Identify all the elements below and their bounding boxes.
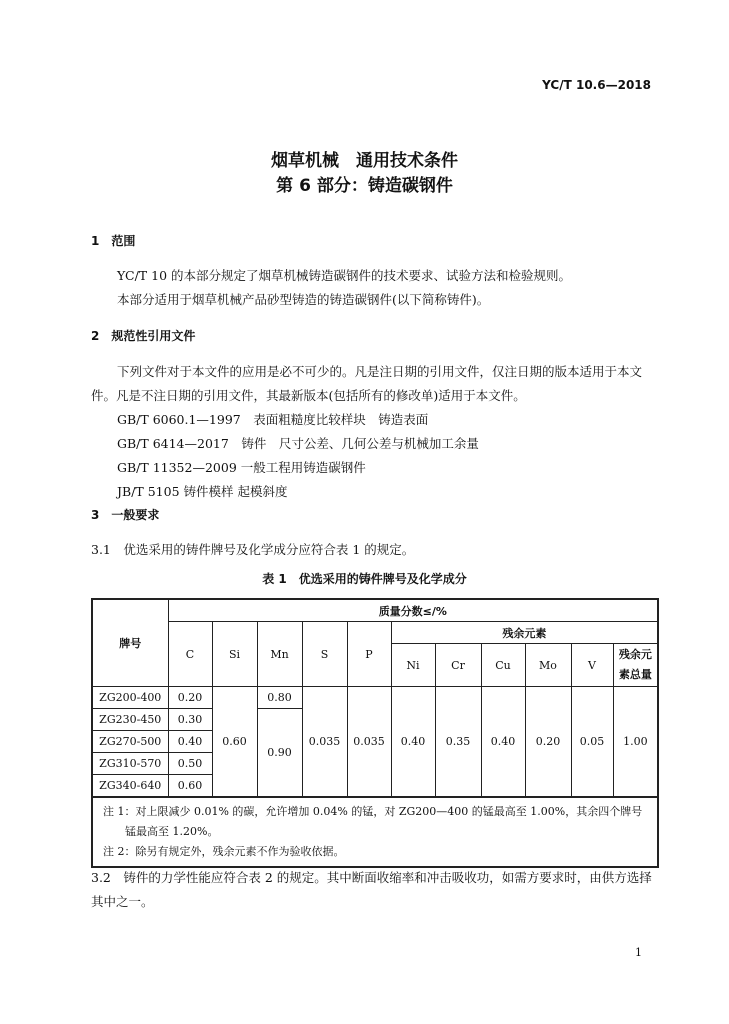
table-caption: 表 1 优选采用的铸件牌号及化学成分 (262, 572, 467, 586)
c-cell: 0.50 (168, 753, 212, 775)
c-cell: 0.30 (168, 709, 212, 731)
cu-cell: 0.40 (481, 687, 525, 798)
v-cell: 0.05 (571, 687, 613, 798)
header-cr: Cr (435, 644, 481, 687)
title-line1: 烟草机械 通用技术条件 (271, 151, 458, 171)
section-1-heading: 1 范围 (91, 234, 136, 248)
grade-cell: ZG340-640 (92, 775, 168, 798)
header-mn: Mn (257, 622, 302, 687)
c-cell: 0.40 (168, 731, 212, 753)
c-cell: 0.20 (168, 687, 212, 709)
si-cell: 0.60 (212, 687, 257, 798)
s32-line2: 其中之一。 (91, 894, 154, 909)
header-c: C (168, 622, 212, 687)
c-cell: 0.60 (168, 775, 212, 798)
s2-para1b: 件。凡是不注日期的引用文件，其最新版本(包括所有的修改单)适用于本文件。 (91, 388, 526, 403)
composition-table (91, 598, 659, 868)
reference-item: GB/T 11352—2009 一般工程用铸造碳钢件 (117, 460, 366, 475)
reference-item: JB/T 5105 铸件模样 起模斜度 (117, 484, 288, 499)
mn-cell: 0.90 (257, 709, 302, 798)
s2-para1a: 下列文件对于本文件的应用是必不可少的。凡是注日期的引用文件，仅注日期的版本适用于本文 (117, 364, 643, 379)
grade-cell: ZG230-450 (92, 709, 168, 731)
grade-cell: ZG310-570 (92, 753, 168, 775)
table-note-1: 注 1：对上限减少 0.01% 的碳，允许增加 0.04% 的锰，对 ZG200—400 的锰最高至 1.00%，其余四个牌号锰最高至 1.20%。 (103, 805, 643, 838)
table-note-2: 注 2：除另有规定外，残余元素不作为验收依据。 (103, 845, 345, 858)
header-mass: 质量分数≤/% (168, 599, 658, 622)
header-ni: Ni (391, 644, 435, 687)
grade-cell: ZG270-500 (92, 731, 168, 753)
table-row (92, 687, 658, 709)
reference-item: GB/T 6414—2017 铸件 尺寸公差、几何公差与机械加工余量 (117, 436, 479, 451)
header-v: V (571, 644, 613, 687)
section-3-heading: 3 一般要求 (91, 508, 160, 522)
s-cell: 0.035 (302, 687, 347, 798)
ni-cell: 0.40 (391, 687, 435, 798)
standard-code: YC/T 10.6—2018 (542, 78, 651, 92)
s1-para1: YC/T 10 的本部分规定了烟草机械铸造碳钢件的技术要求、试验方法和检验规则。 (117, 268, 571, 283)
reference-item: GB/T 6060.1—1997 表面粗糙度比较样块 铸造表面 (117, 412, 429, 427)
grade-cell: ZG200-400 (92, 687, 168, 709)
title-line2: 第 6 部分：铸造碳钢件 (276, 176, 453, 196)
s32-line1: 3.2 铸件的力学性能应符合表 2 的规定。其中断面收缩率和冲击吸收功，如需方要求时，由供方选择 (91, 870, 652, 885)
total-cell: 1.00 (613, 687, 658, 798)
page-number: 1 (635, 946, 642, 959)
header-p: P (347, 622, 391, 687)
section-2-heading: 2 规范性引用文件 (91, 329, 196, 343)
cr-cell: 0.35 (435, 687, 481, 798)
header-mo: Mo (525, 644, 571, 687)
header-s: S (302, 622, 347, 687)
header-residual: 残余元素 (391, 622, 658, 644)
mo-cell: 0.20 (525, 687, 571, 798)
header-cu: Cu (481, 644, 525, 687)
header-total: 残余元素总量 (613, 644, 658, 687)
mn-cell: 0.80 (257, 687, 302, 709)
s31-para: 3.1 优选采用的铸件牌号及化学成分应符合表 1 的规定。 (91, 542, 415, 557)
p-cell: 0.035 (347, 687, 391, 798)
s1-para2: 本部分适用于烟草机械产品砂型铸造的铸造碳钢件(以下简称铸件)。 (117, 292, 490, 307)
header-si: Si (212, 622, 257, 687)
header-grade: 牌号 (92, 599, 168, 687)
